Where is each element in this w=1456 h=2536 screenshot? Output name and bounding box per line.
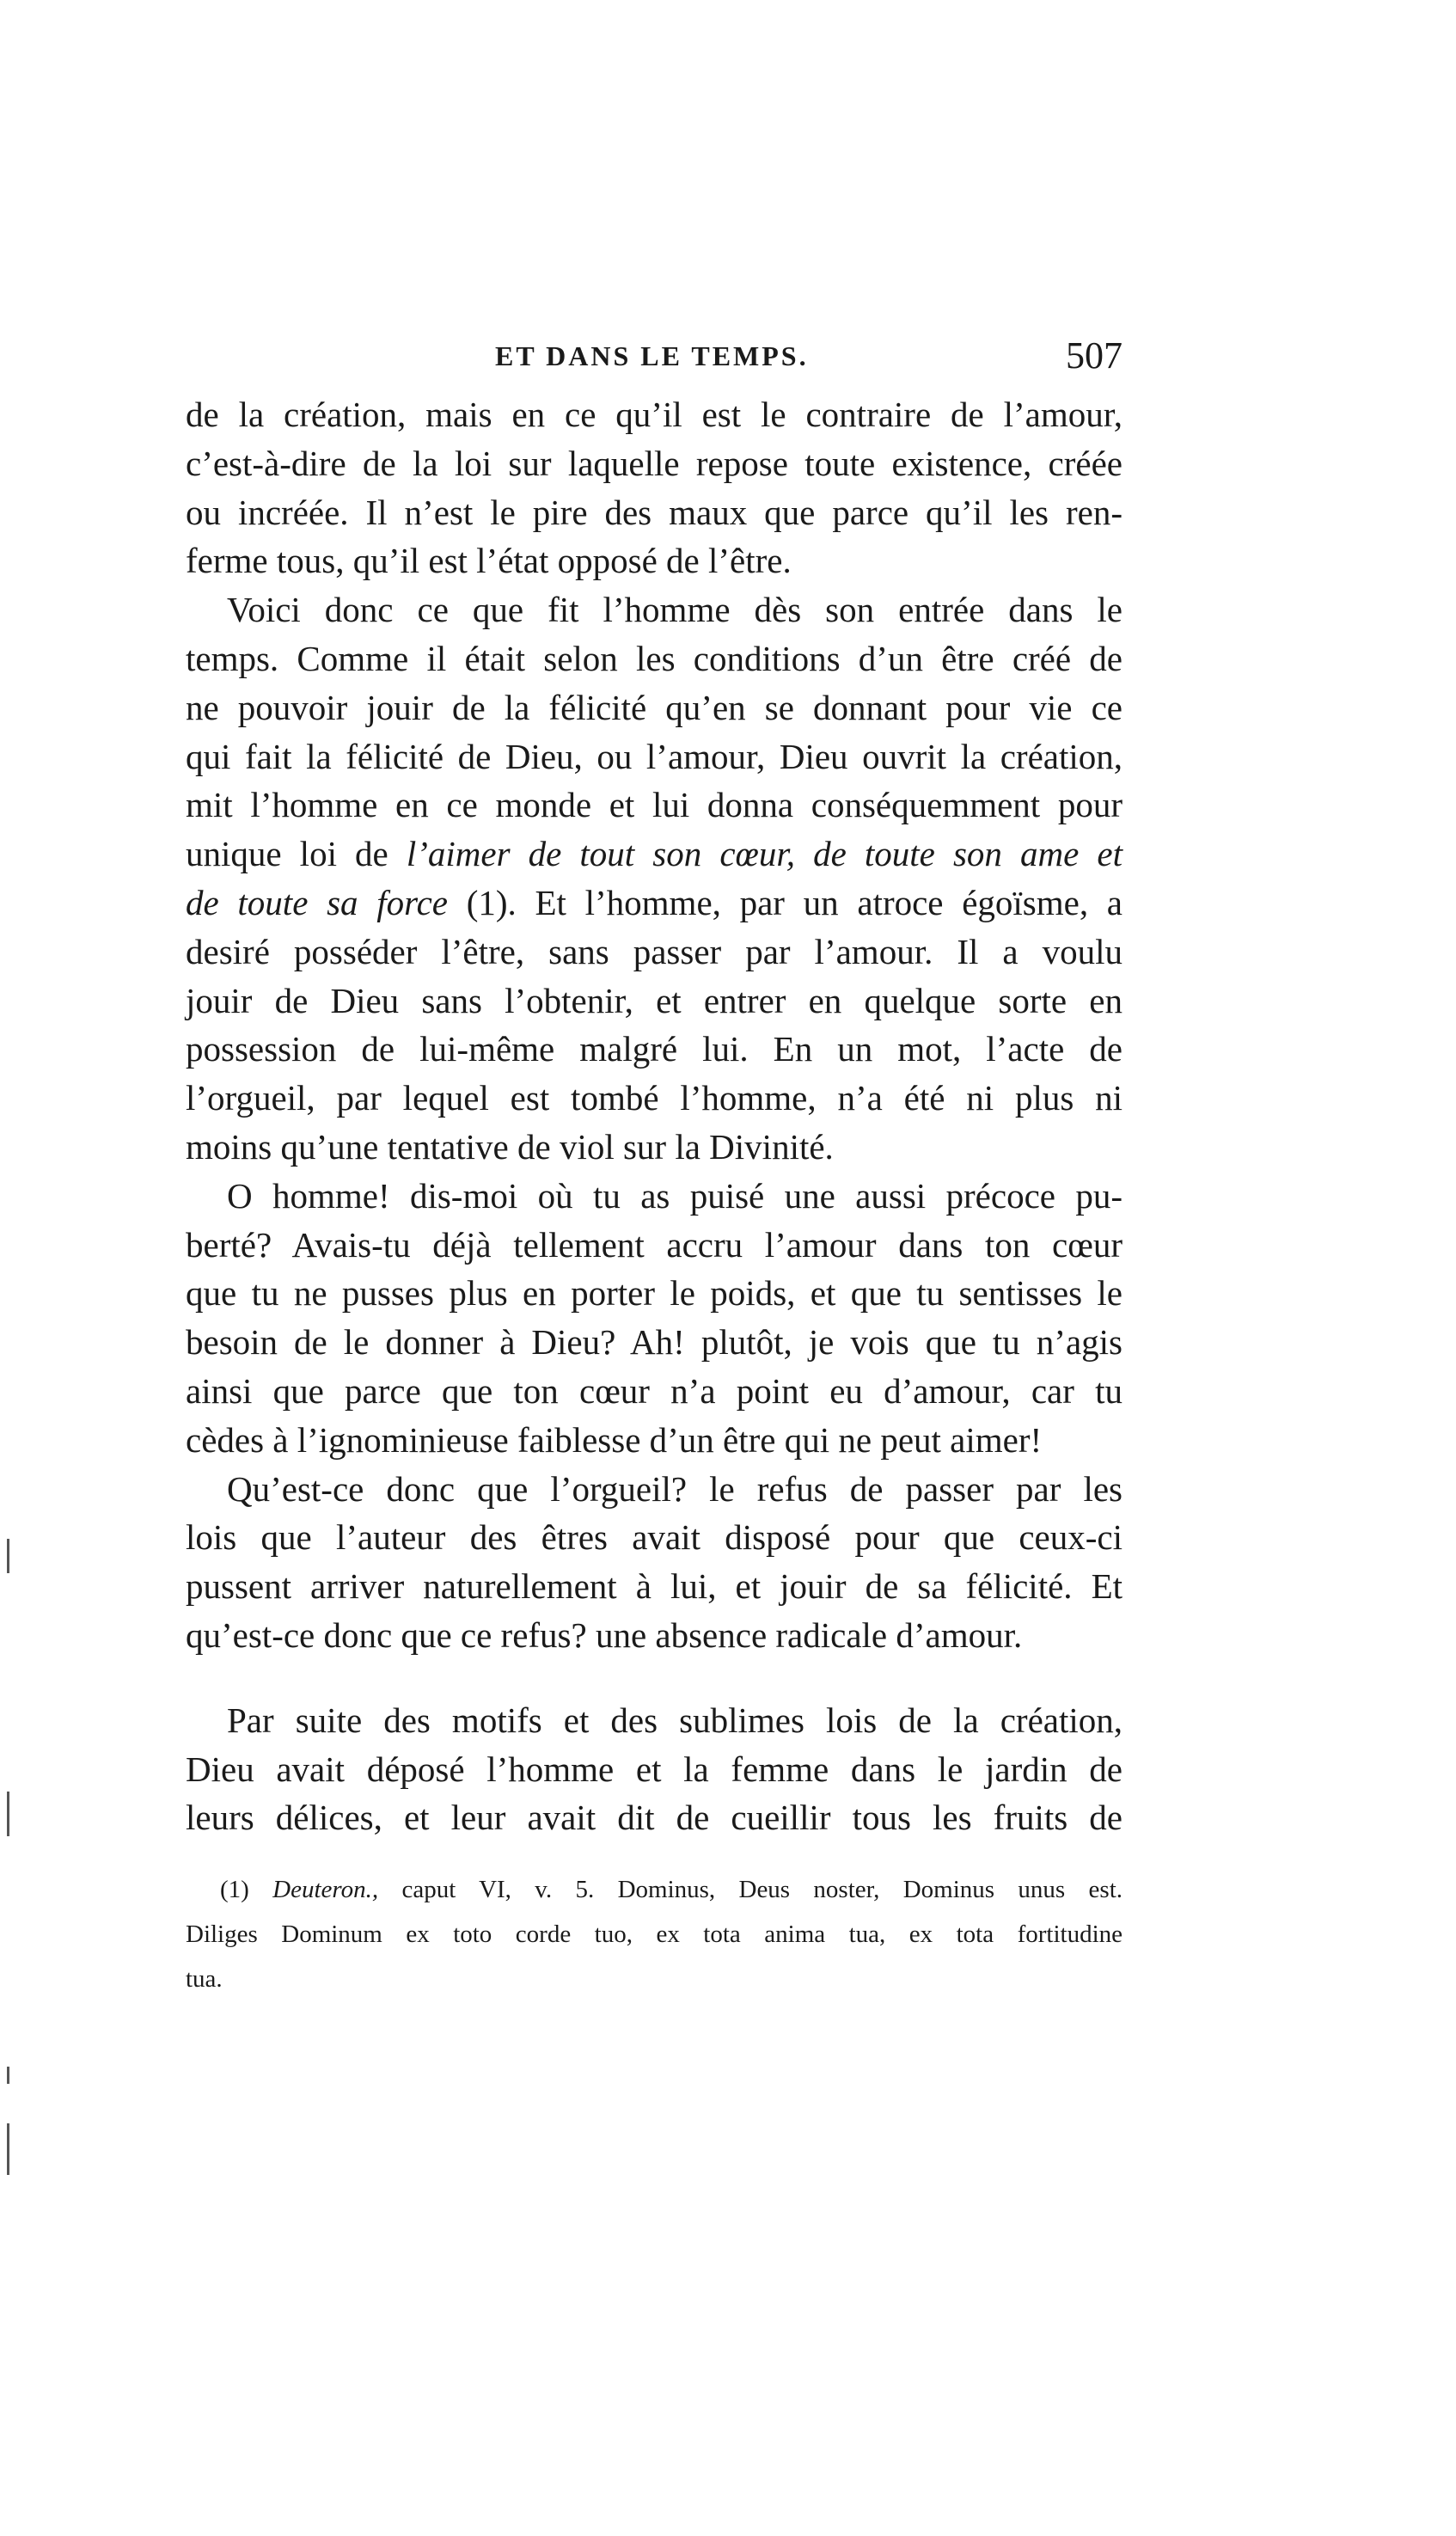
text-line: pussent arriver naturellement à lui, et jouir de sa félicité. Et [186,1566,1123,1607]
text-line: cèdes à l’ignominieuse faiblesse d’un être qui ne peut aimer! [186,1419,1043,1460]
text-line: O homme! dis-moi où tu as puisé une aussi précoce pu- [227,1175,1123,1216]
text-line: qu’est-ce donc que ce refus? une absence radicale d’amour. [186,1614,1023,1655]
footnote-source: Deuteron., [272,1876,379,1903]
text-line: temps. Comme il était selon les conditions d’un être créé de [186,638,1123,678]
text-line: Dieu avait déposé l’homme et la femme dans le jardin de [186,1749,1123,1789]
text-line: Voici donc ce que fit l’homme dès son entrée dans le [227,590,1123,630]
scan-edge-mark [7,2067,9,2084]
text-line: possession de lui-même malgré lui. En un mot, l’acte de [186,1029,1123,1069]
text-line: mit l’homme en ce monde et lui donna conséquemment pour [186,785,1123,825]
body-text [186,390,1123,1842]
text-line: ainsi que parce que ton cœur n’a point eu d’amour, car tu [186,1370,1123,1411]
italic-quote: l’aimer de tout son cœur, de toute son ame et [406,834,1123,874]
footnote-line [186,1867,1123,1912]
footnote-marker: (1) [220,1876,249,1903]
footnote-text: caput VI, v. 5. Dominus, Deus noster, Dominus unus est. [401,1876,1123,1903]
text-line: desiré posséder l’être, sans passer par l’amour. Il a voulu [186,931,1123,971]
text-line: qui fait la félicité de Dieu, ou l’amour, Dieu ouvrit la création, [186,736,1123,776]
text-line: ou incréée. Il n’est le pire des maux que parce qu’il les ren- [186,492,1123,532]
text-fragment: unique loi de [186,834,388,874]
text-line: leurs délices, et leur avait dit de cueillir tous les fruits de [186,1798,1123,1838]
scan-edge-mark [7,1792,9,1836]
text-line: Qu’est-ce donc que l’orgueil? le refus de passer par les [227,1468,1123,1509]
scan-edge-mark [7,1539,9,1573]
scan-edge-mark [7,2123,9,2175]
section-gap [186,1660,1123,1696]
running-head: ET DANS LE TEMPS. [495,340,809,371]
text-line: ferme tous, qu’il est l’état opposé de l’être. [186,541,792,581]
text-line: jouir de Dieu sans l’obtenir, et entrer en quelque sorte en [186,980,1123,1020]
footnote-line: Diliges Dominum ex toto corde tuo, ex tota anima tua, ex tota fortitudine [186,1920,1123,1948]
footnote-line: tua. [186,1965,223,1993]
text-line: ne pouvoir jouir de la félicité qu’en se donnant pour vie ce [186,687,1123,727]
page-number: 507 [1066,334,1123,377]
text-line: moins qu’une tentative de viol sur la Divinité. [186,1126,834,1167]
text-line: c’est-à-dire de la loi sur laquelle repose toute existence, créée [186,443,1123,483]
text-line: berté? Avais-tu déjà tellement accru l’amour dans ton cœur [186,1224,1123,1265]
text-line: Par suite des motifs et des sublimes lois de la création, [227,1700,1123,1740]
text-line: l’orgueil, par lequel est tombé l’homme, n’a été ni plus ni [186,1078,1123,1118]
page-header [186,334,1123,385]
text-line: que tu ne pusses plus en porter le poids, et que tu sentisses le [186,1273,1123,1314]
italic-quote: de toute sa force [186,882,448,922]
text-line [186,879,1123,928]
text-line [186,830,1123,879]
text-line: de la création, mais en ce qu’il est le contraire de l’amour, [186,395,1123,434]
text-line: lois que l’auteur des êtres avait disposé pour que ceux-ci [186,1517,1123,1558]
footnote [186,1867,1123,2001]
text-line: besoin de le donner à Dieu? Ah! plutôt, je vois que tu n’agis [186,1322,1123,1363]
text-fragment: (1). Et l’homme, par un atroce égoïsme, a [466,882,1123,922]
